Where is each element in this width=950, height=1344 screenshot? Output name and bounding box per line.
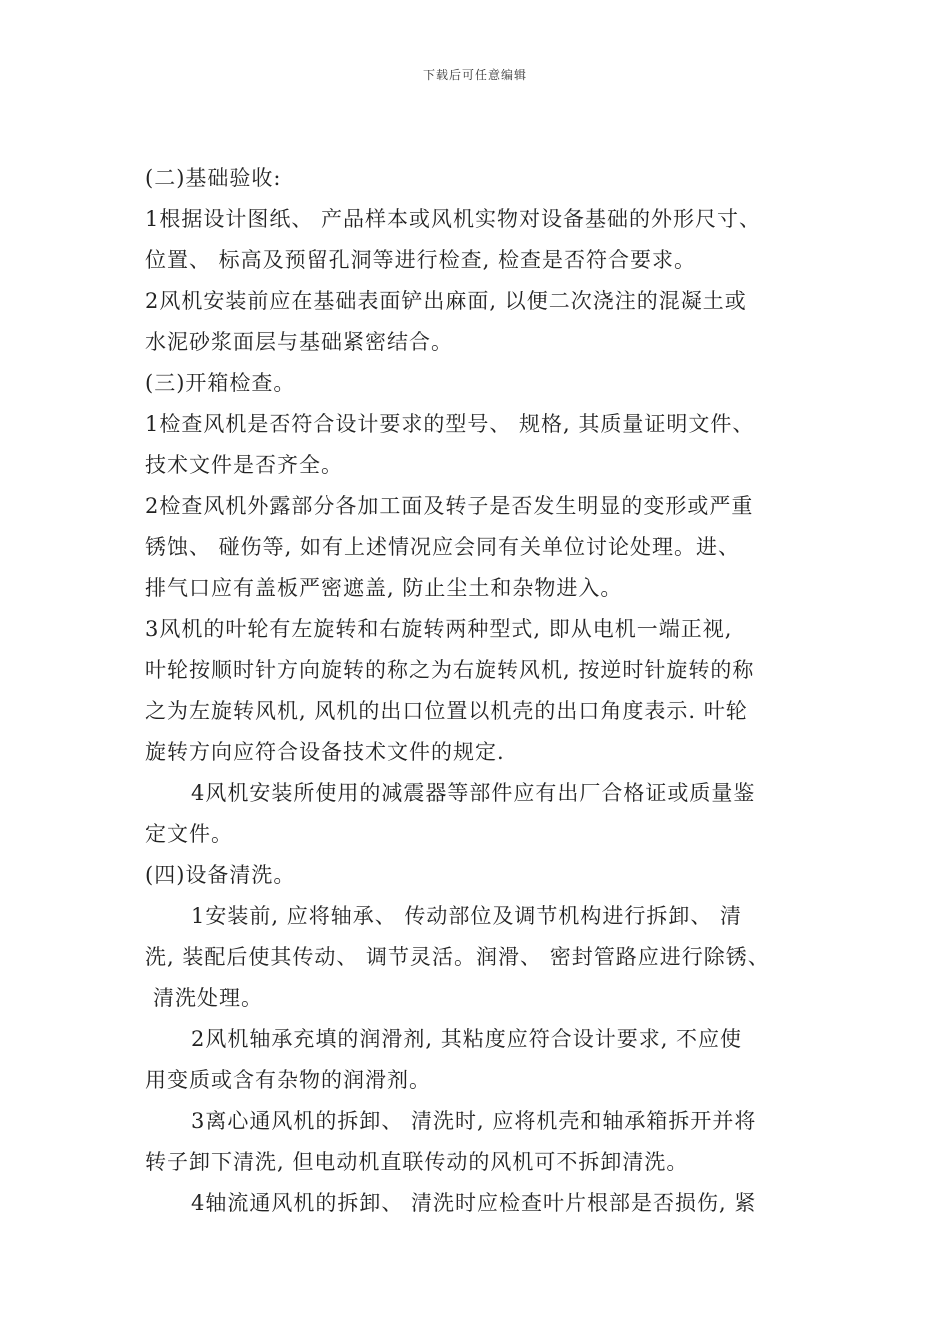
document-body: [145, 158, 825, 1224]
text-line: 旋转方向应符合设备技术文件的规定.: [145, 740, 505, 764]
page-header: 下载后可任意编辑: [422, 68, 527, 82]
text-line: 定文件。: [145, 822, 233, 846]
text-line: 用变质或含有杂物的润滑剂。: [145, 1068, 431, 1092]
text-line: 清洗处理。: [153, 986, 263, 1010]
text-line: 技术文件是否齐全。: [145, 453, 343, 477]
text-line: 3离心通风机的拆卸、 清洗时, 应将机壳和轴承箱拆开并将: [191, 1109, 757, 1133]
text-line: 2风机安装前应在基础表面铲出麻面, 以便二次浇注的混凝土或: [145, 289, 747, 313]
text-line: 位置、 标高及预留孔洞等进行检查, 检查是否符合要求。: [145, 248, 697, 272]
text-line: 1根据设计图纸、 产品样本或风机实物对设备基础的外形尺寸、: [145, 207, 762, 231]
text-line: 叶轮按顺时针方向旋转的称之为右旋转风机, 按逆时针旋转的称: [145, 658, 755, 682]
text-line: 之为左旋转风机, 风机的出口位置以机壳的出口角度表示. 叶轮: [145, 699, 748, 723]
text-line: (二)基础验收:: [145, 166, 282, 190]
text-line: (三)开箱检查。: [145, 371, 296, 395]
text-line: 1检查风机是否符合设计要求的型号、 规格, 其质量证明文件、: [145, 412, 755, 436]
text-line: (四)设备清洗。: [145, 863, 296, 887]
text-line: 水泥砂浆面层与基础紧密结合。: [145, 330, 453, 354]
text-line: 锈蚀、 碰伤等, 如有上述情况应会同有关单位讨论处理。进、: [145, 535, 741, 559]
text-line: 洗, 装配后使其传动、 调节灵活。润滑、 密封管路应进行除锈、: [145, 945, 770, 969]
text-line: 4风机安装所使用的减震器等部件应有出厂合格证或质量鉴: [191, 781, 756, 805]
text-line: 4轴流通风机的拆卸、 清洗时应检查叶片根部是否损伤, 紧: [191, 1191, 757, 1215]
text-line: 转子卸下清洗, 但电动机直联传动的风机可不拆卸清洗。: [145, 1150, 689, 1174]
text-line: 3风机的叶轮有左旋转和右旋转两种型式, 即从电机一端正视,: [145, 617, 733, 641]
text-line: 排气口应有盖板严密遮盖, 防止尘土和杂物进入。: [145, 576, 623, 600]
text-line: 2风机轴承充填的润滑剂, 其粘度应符合设计要求, 不应使: [191, 1027, 743, 1051]
text-line: 1安装前, 应将轴承、 传动部位及调节机构进行拆卸、 清: [191, 904, 743, 928]
text-line: 2检查风机外露部分各加工面及转子是否发生明显的变形或严重: [145, 494, 754, 518]
